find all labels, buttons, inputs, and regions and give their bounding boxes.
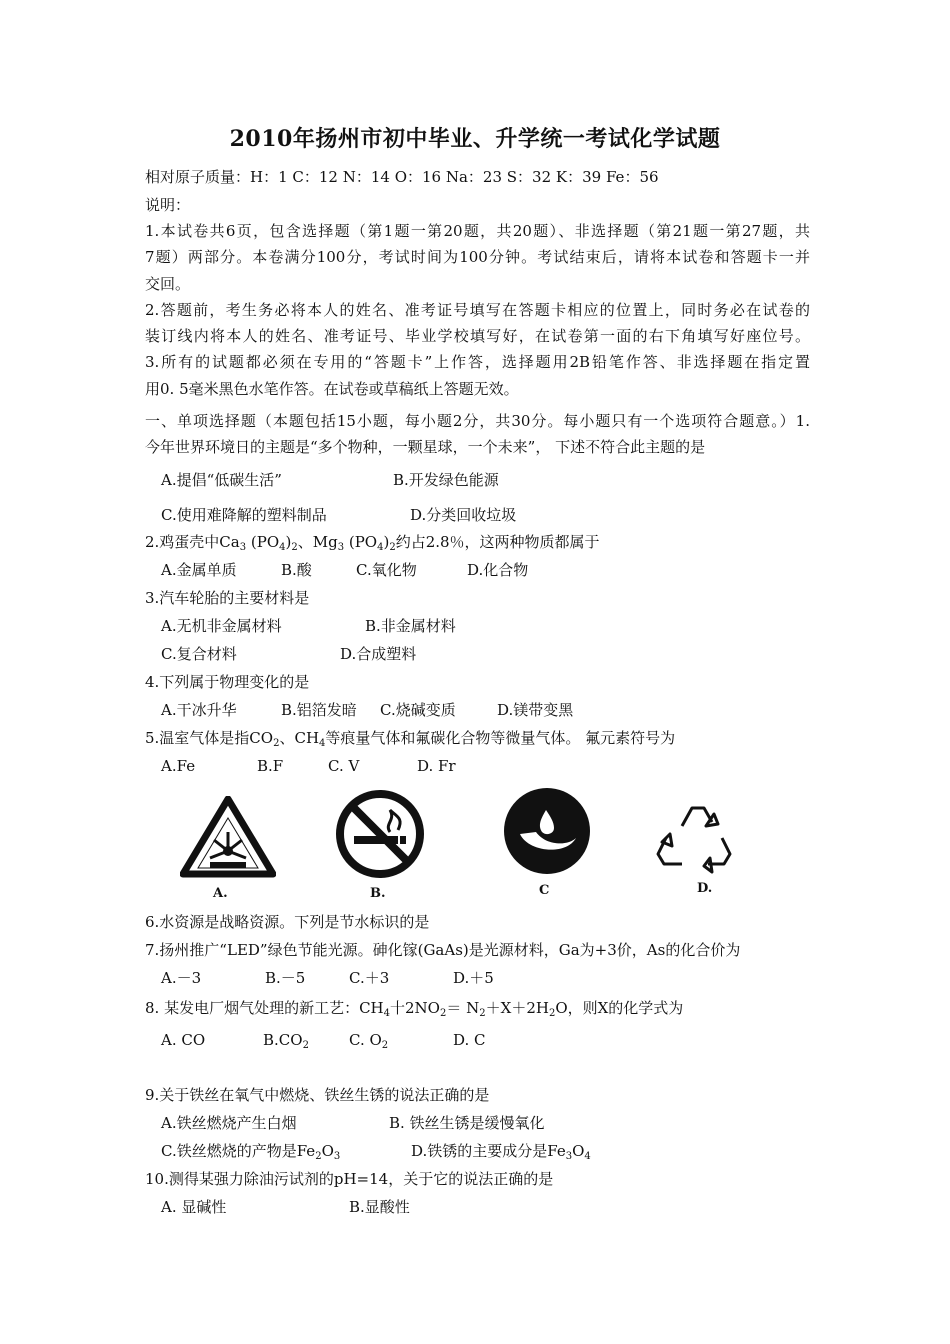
q3-option-c: C.复合材料 — [161, 645, 237, 663]
q7-option-a: A.－3 — [161, 969, 202, 987]
question-1-stem: 今年世界环境日的主题是“多个物种，一颗星球，一个未来”， 下述不符合此主题的是 — [145, 438, 706, 456]
note-2-line-1: 2.答题前，考生务必将本人的姓名、准考证号填写在答题卡相应的位置上，同时务必在试卷的 — [145, 301, 810, 319]
notes-heading: 说明： — [145, 196, 191, 214]
q4-option-b: B.铝箔发暗 — [281, 701, 357, 719]
explosive-warning-sign — [180, 796, 276, 878]
sign-caption-b: B. — [370, 886, 386, 901]
q2-option-b: B.酸 — [281, 561, 312, 579]
q8-option-b: $B.CO_2$ — [263, 1031, 309, 1051]
q5-option-b: B.F — [257, 757, 284, 775]
question-2-stem: 2.鸡蛋壳中$Ca_3$ $(PO_4)_2$、$Mg_3$ $(PO_4)_2$约占2.8％，这两种物质都属于 — [145, 533, 600, 553]
question-10-stem: 10.测得某强力除油污试剂的pH=14，关于它的说法正确的是 — [145, 1170, 554, 1188]
sign-caption-d: D. — [697, 881, 713, 896]
q1-option-c: C.使用难降解的塑料制品 — [161, 506, 327, 524]
note-1-line-2: 7题）两部分。本卷满分100分，考试时间为100分钟。考试结束后，请将本试卷和答题卡一并 — [145, 248, 810, 266]
q5-option-c: C. V — [328, 757, 360, 775]
question-3-stem: 3.汽车轮胎的主要材料是 — [145, 589, 310, 607]
sign-caption-c: C — [539, 883, 550, 898]
question-5-stem: 5.温室气体是指$CO_2$、$CH_4$等痕量气体和氟碳化合物等微量气体。 氟元素符号为 — [145, 729, 676, 749]
section-1-heading: 一、单项选择题（本题包括15小题，每小题2分，共30分。每小题只有一个选项符合题意。）1. — [145, 412, 810, 430]
q5-option-d: D. Fr — [417, 757, 456, 775]
q1-option-d: D.分类回收垃圾 — [410, 506, 517, 524]
q10-option-a: A. 显碱性 — [161, 1198, 227, 1216]
q8-option-d: D. C — [453, 1031, 486, 1049]
q8-option-a: A. CO — [161, 1031, 206, 1049]
no-smoking-sign — [334, 788, 426, 880]
note-3-line-1: 3.所有的试题都必须在专用的“答题卡”上作答，选择题用2B铅笔作答、非选择题在指定置 — [145, 353, 810, 371]
q3-option-b: B.非金属材料 — [365, 617, 456, 635]
q2-option-d: D.化合物 — [467, 561, 529, 579]
page-title: 2010年扬州市初中毕业、升学统一考试化学试题 — [229, 126, 721, 152]
note-1-line-1: 1.本试卷共6页，包含选择题（第1题一第20题，共20题）、非选择题（第21题一第27题，共 — [145, 222, 810, 240]
q4-option-c: C.烧碱变质 — [380, 701, 456, 719]
q1-option-a: A.提倡“低碳生活” — [161, 471, 282, 489]
note-2-line-2: 装订线内将本人的姓名、准考证号、毕业学校填写好，在试卷第一面的右下角填写好座位号。 — [145, 327, 810, 345]
water-saving-sign — [502, 786, 592, 876]
q7-option-d: D.＋5 — [453, 969, 494, 987]
sign-caption-a: A. — [213, 886, 228, 901]
recycling-sign — [652, 796, 738, 878]
q10-option-b: B.显酸性 — [349, 1198, 410, 1216]
question-8-stem: 8. 某发电厂烟气处理的新工艺：$CH_4$十$2NO_2= N_2+X+2H_2O$，则X的化学式为 — [145, 999, 684, 1019]
q7-option-c: C.＋3 — [349, 969, 390, 987]
q2-option-a: A.金属单质 — [161, 561, 237, 579]
note-1-line-3: 交回。 — [145, 275, 191, 293]
q3-option-d: D.合成塑料 — [340, 645, 417, 663]
q4-option-a: A.干冰升华 — [161, 701, 237, 719]
q3-option-a: A.无机非金属材料 — [161, 617, 282, 635]
q9-option-b: B. 铁丝生锈是缓慢氧化 — [389, 1114, 545, 1132]
q9-option-a: A.铁丝燃烧产生白烟 — [161, 1114, 297, 1132]
q4-option-d: D.镁带变黑 — [497, 701, 574, 719]
q9-option-c: C.铁丝燃烧的产物是$Fe_2O_3$ — [161, 1142, 341, 1162]
q8-option-c: C. $O_2$ — [349, 1031, 389, 1051]
question-7-stem: 7.扬州推广“LED”绿色节能光源。砷化镓(GaAs)是光源材料，Ga为+3价，As的化合价为 — [145, 941, 741, 959]
q7-option-b: B.－5 — [265, 969, 306, 987]
atomic-masses: 相对原子质量：H：1 C：12 N：14 O：16 Na：23 S：32 K：39 Fe：56 — [145, 168, 659, 186]
q5-option-a: A.Fe — [161, 757, 196, 775]
q9-option-d: D.铁锈的主要成分是$Fe_3O_4$ — [411, 1142, 591, 1162]
question-9-stem: 9.关于铁丝在氧气中燃烧、铁丝生锈的说法正确的是 — [145, 1086, 490, 1104]
q2-option-c: C.氧化物 — [356, 561, 417, 579]
question-6-stem: 6.水资源是战略资源。下列是节水标识的是 — [145, 913, 430, 931]
question-4-stem: 4.下列属于物理变化的是 — [145, 673, 310, 691]
q1-option-b: B.开发绿色能源 — [393, 471, 499, 489]
note-3-line-2: 用0. 5毫米黑色水笔作答。在试卷或草稿纸上答题无效。 — [145, 380, 519, 398]
